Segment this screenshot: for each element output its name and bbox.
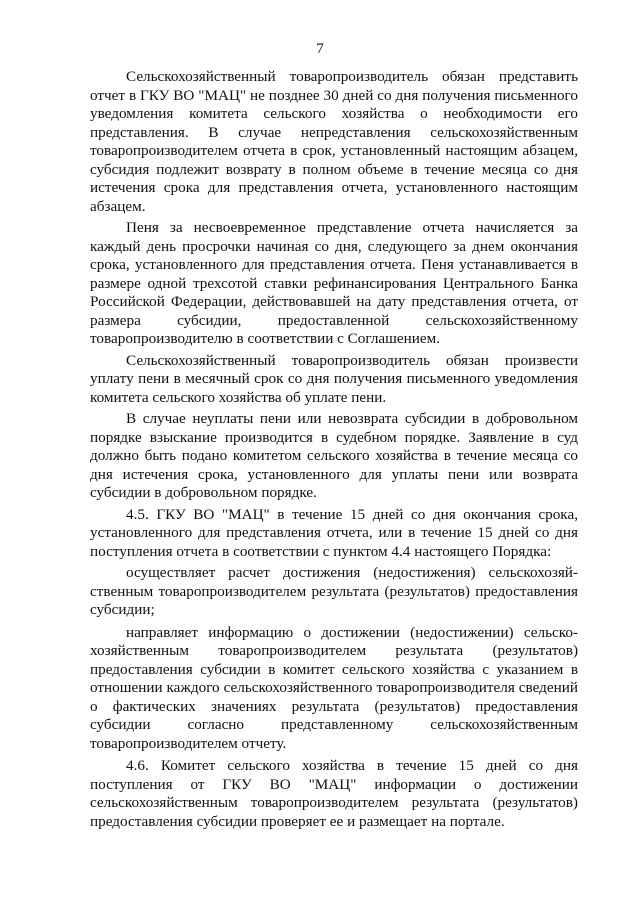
page-number: 7 bbox=[316, 41, 324, 57]
paragraph-court-recovery: В случае неуплаты пени или невозврата субсидии в добровольном порядке взыскание производится в судебном порядке. Заявление в суд должно быть подано комитетом сельского хозяйства в течение месяца со дня истечения срока, установленного для уплаты пени или возврата субсидии в добровольном порядке. bbox=[90, 410, 578, 501]
clause-4-6: 4.6. Комитет сельского хозяйства в течение 15 дней со дня поступления от ГКУ ВО "МАЦ" информации о достижении сельскохозяйственным товаропроизводителем результата (результатов) предоставления субсидии проверяет ее и размещает на портале. bbox=[90, 757, 578, 830]
document-body bbox=[90, 68, 578, 834]
paragraph-penalty-payment: Сельскохозяйственный товаропроизводитель обязан произвести уплату пени в месячный срок со дня получения письменного уведомления комитета сельского хозяйства об уплате пени. bbox=[90, 351, 578, 406]
clause-4-5-item-information: направляет информацию о достижении (недостижении) сельско-хозяйственным товаропроизводителем результата (результатов) предоставления субсидии в комитет сельского хозяйства с указанием в отношении каждого сельскохозяйственного товаропроизводителя сведений о фактических значениях результата (результатов) предоставления субсидии согласно представленному сельскохозяйственным товаропроизводителем отчету. bbox=[90, 623, 578, 752]
paragraph-penalty-accrual: Пеня за несвоевременное представление отчета начисляется за каждый день просрочки начиная со дня, следующего за днем окончания срока, установленного для представления отчета. Пеня устанавливается в размере одной трехсотой ставки рефинансирования Центрального Банка Российской Федерации, действовавшей на дату представления отчета, от размера субсидии, предоставленной сельскохозяйственному товаропроизводителю в соответствии с Соглашением. bbox=[90, 219, 578, 347]
clause-4-5: 4.5. ГКУ ВО "МАЦ" в течение 15 дней со дня окончания срока, установленного для представления отчета, или в течение 15 дней со дня поступления отчета в соответствии с пунктом 4.4 настоящего Порядка: bbox=[90, 505, 578, 560]
clause-4-5-item-calculation: осуществляет расчет достижения (недостижения) сельскохозяй-ственным товаропроизводителем результата (результатов) предоставления субсидии; bbox=[90, 564, 578, 618]
paragraph-report-obligation: Сельскохозяйственный товаропроизводитель обязан представить отчет в ГКУ ВО "МАЦ" не позднее 30 дней со дня получения письменного уведомления комитета сельского хозяйства о необходимости его представления. В случае непредставления сельскохозяйственным товаропроизводителем отчета в срок, установленный настоящим абзацем, субсидия подлежит возврату в полном объеме в течение месяца со дня истечения срока для представления отчета, установленного настоящим абзацем. bbox=[90, 68, 578, 215]
